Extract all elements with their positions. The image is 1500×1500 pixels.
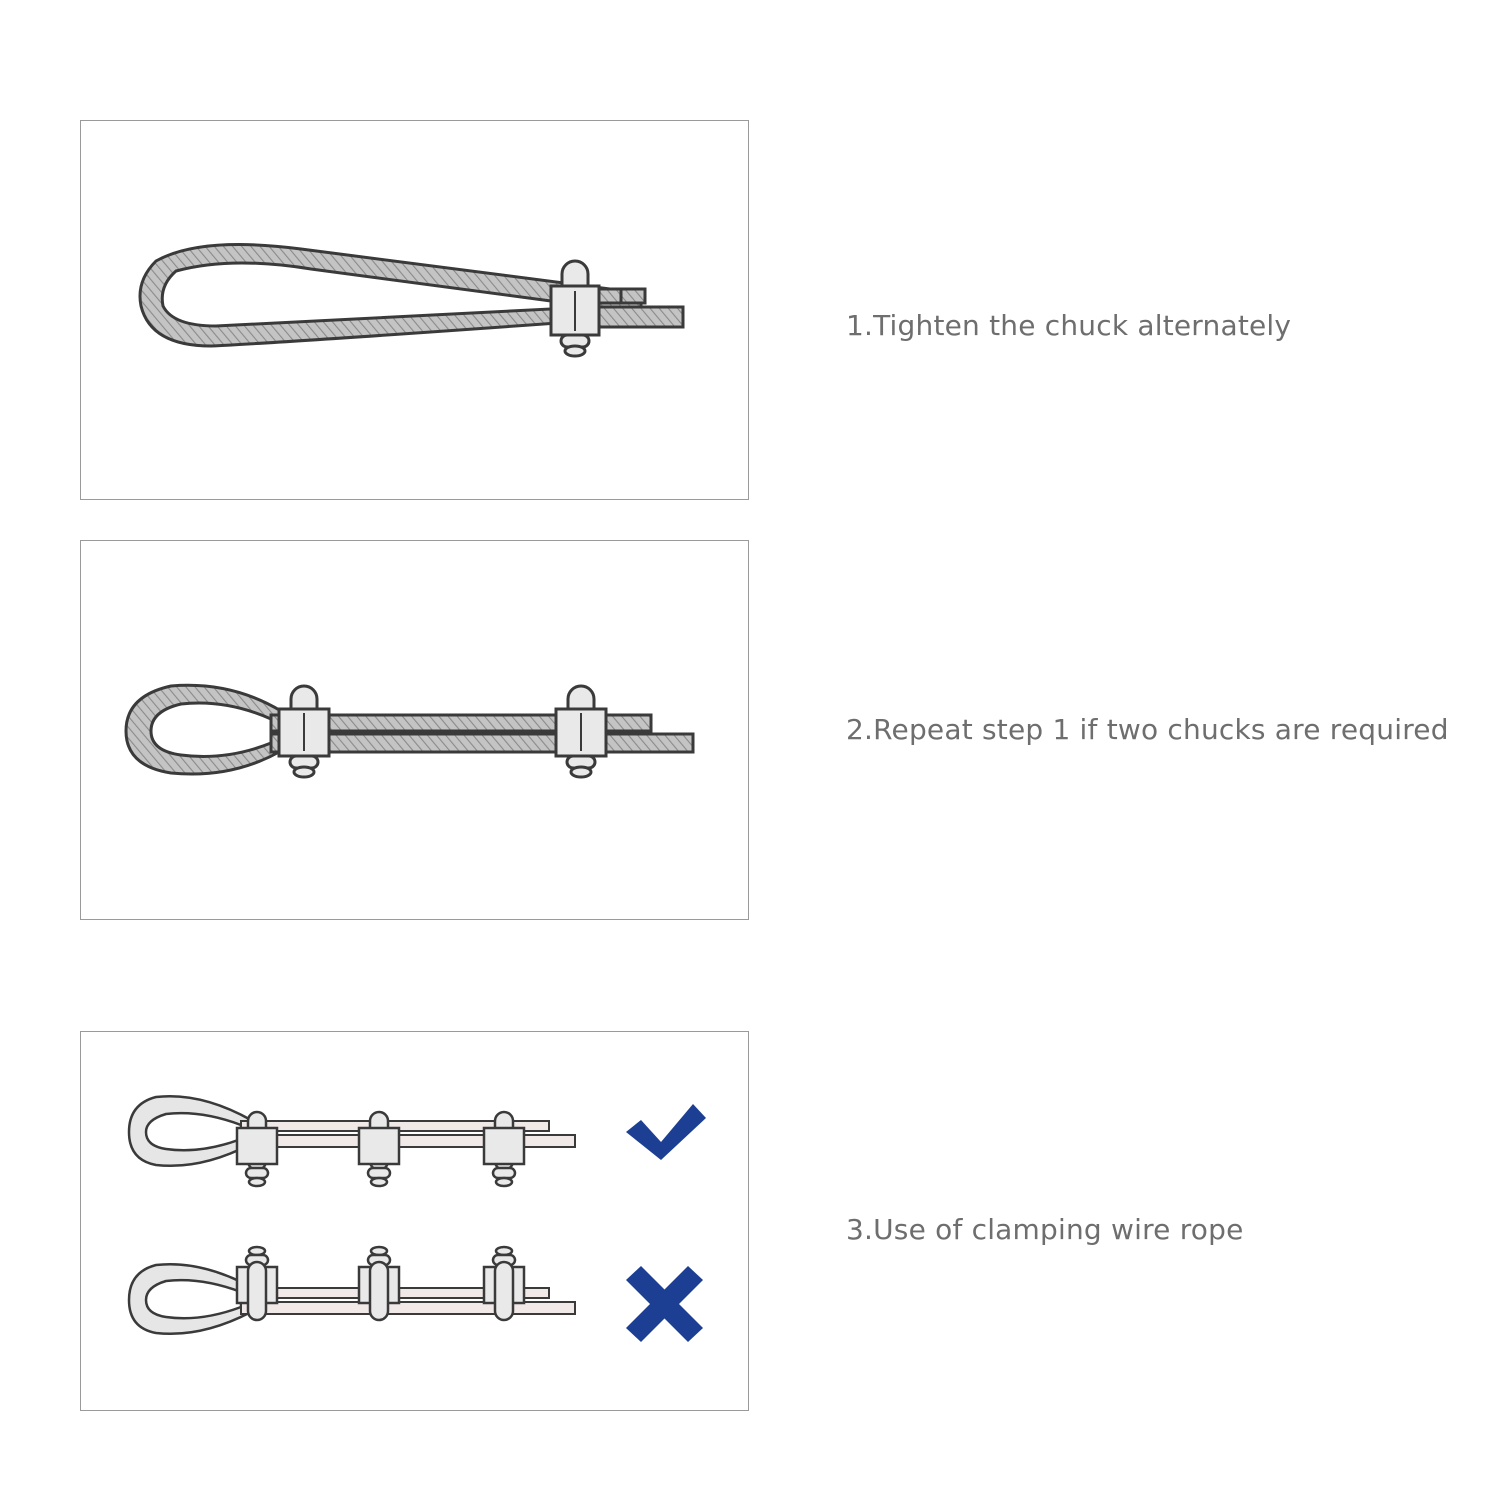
clamp-orientation-comparison-diagram (81, 1032, 750, 1412)
correct-clamping-row (129, 1096, 706, 1186)
rope-clamp (279, 686, 329, 777)
rope-clamp (556, 686, 606, 777)
step-1-illustration-panel (80, 120, 749, 500)
step-2-illustration-panel (80, 540, 749, 920)
step-1-caption: 1.Tighten the chuck alternately (846, 309, 1292, 342)
incorrect-clamping-row (129, 1247, 703, 1342)
step-3-illustration-panel (80, 1031, 749, 1411)
step-3-caption: 3.Use of clamping wire rope (846, 1213, 1244, 1246)
cross-mark-icon (626, 1266, 703, 1342)
double-clamp-rope-diagram (81, 541, 750, 921)
rope-clamp (551, 261, 599, 356)
check-mark-icon (626, 1104, 706, 1160)
single-clamp-rope-diagram (81, 121, 750, 501)
step-2-caption: 2.Repeat step 1 if two chucks are required (846, 713, 1449, 746)
